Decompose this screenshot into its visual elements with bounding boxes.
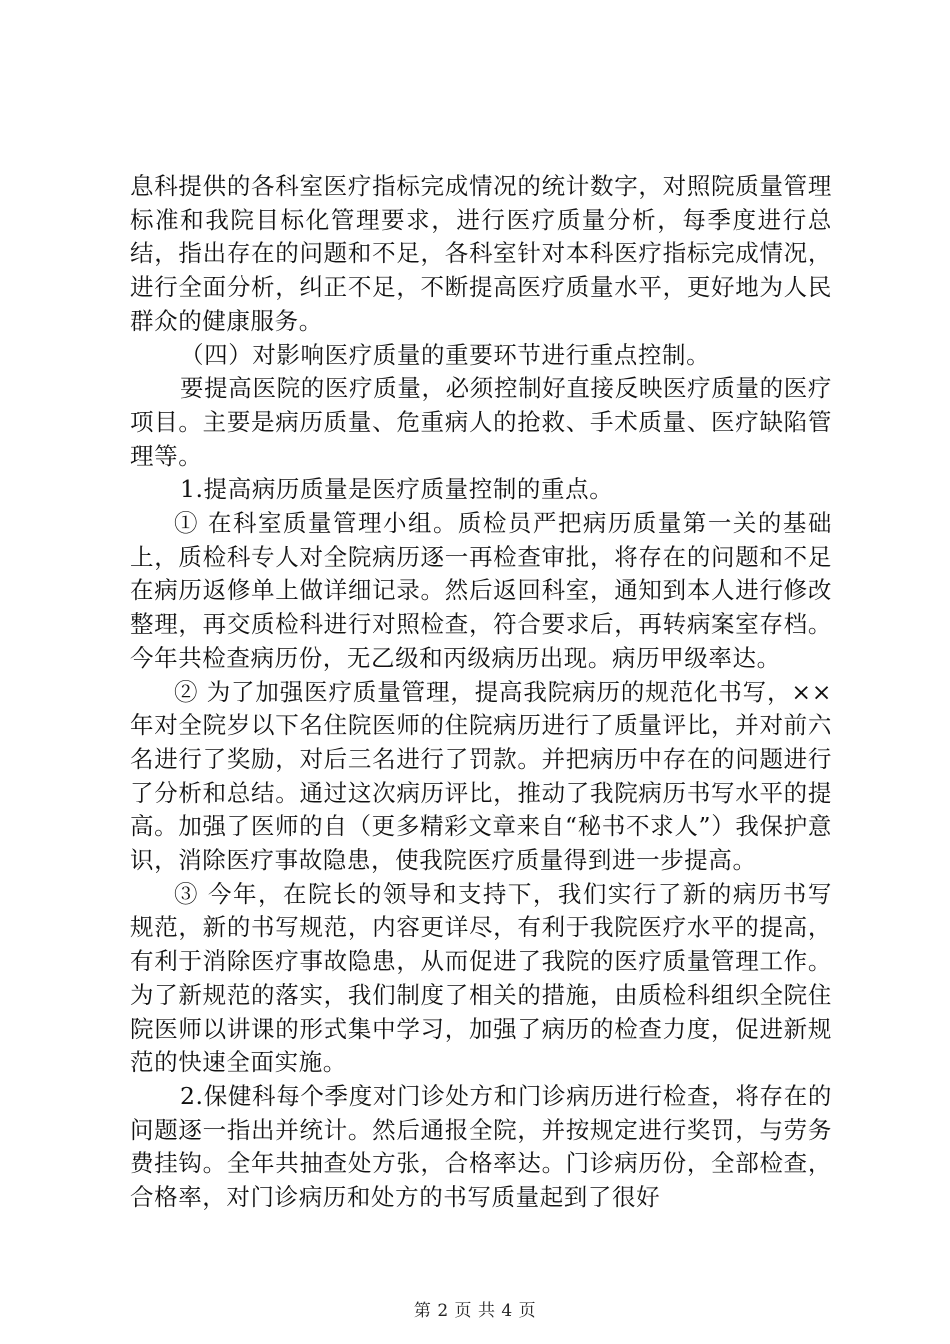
page-number-footer: 第 2 页 共 4 页 xyxy=(413,1301,537,1321)
subheading-item-1: 1.提高病历质量是医疗质量控制的重点。 xyxy=(180,475,614,504)
paragraph-intro: 要提高医院的医疗质量，必须控制好直接反映医疗质量的医疗项目。主要是病历质量、危重病人的抢救、手术质量、医疗缺陷管理等。 xyxy=(130,374,832,470)
section-heading-four: （四）对影响医疗质量的重要环节进行重点控制。 xyxy=(180,340,711,369)
document-body xyxy=(130,170,832,1215)
paragraph-continuation: 息科提供的各科室医疗指标完成情况的统计数字，对照院质量管理标准和我院目标化管理要求，进行医疗质量分析，每季度进行总结，指出存在的问题和不足，各科室针对本科医疗指标完成情况，进行全面分析，纠正不足，不断提高医疗质量水平，更好地为人民群众的健康服务。 xyxy=(130,172,832,335)
paragraph-point-3: ③ 今年，在院长的领导和支持下，我们实行了新的病历书写规范，新的书写规范，内容更详尽，有利于我院医疗水平的提高，有利于消除医疗事故隐患，从而促进了我院的医疗质量管理工作。为了新规范的落实，我们制度了相关的措施，由质检科组织全院住院医师以讲课的形式集中学习，加强了病历的检查力度，促进新规范的快速全面实施。 xyxy=(130,879,832,1077)
paragraph-item-2: 2.保健科每个季度对门诊处方和门诊病历进行检查，将存在的问题逐一指出并统计。然后通报全院，并按规定进行奖罚，与劳务费挂钩。全年共抽查处方张，合格率达。门诊病历份，全部检查，合格率，对门诊病历和处方的书写质量起到了很好 xyxy=(130,1081,832,1212)
paragraph-point-1: ① 在科室质量管理小组。质检员严把病历质量第一关的基础上，质检科专人对全院病历逐一再检查审批，将存在的问题和不足在病历返修单上做详细记录。然后返回科室，通知到本人进行修改整理，再交质检科进行对照检查，符合要求后，再转病案室存档。今年共检查病历份，无乙级和丙级病历出现。病历甲级率达。 xyxy=(130,509,832,672)
paragraph-point-2: ② 为了加强医疗质量管理，提高我院病历的规范化书写，××年对全院岁以下名住院医师的住院病历进行了质量评比，并对前六名进行了奖励，对后三名进行了罚款。并把病历中存在的问题进行了分析和总结。通过这次病历评比，推动了我院病历书写水平的提高。加强了医师的自（更多精彩文章来自“秘书不求人”）我保护意识，消除医疗事故隐患，使我院医疗质量得到进一步提高。 xyxy=(130,677,832,875)
